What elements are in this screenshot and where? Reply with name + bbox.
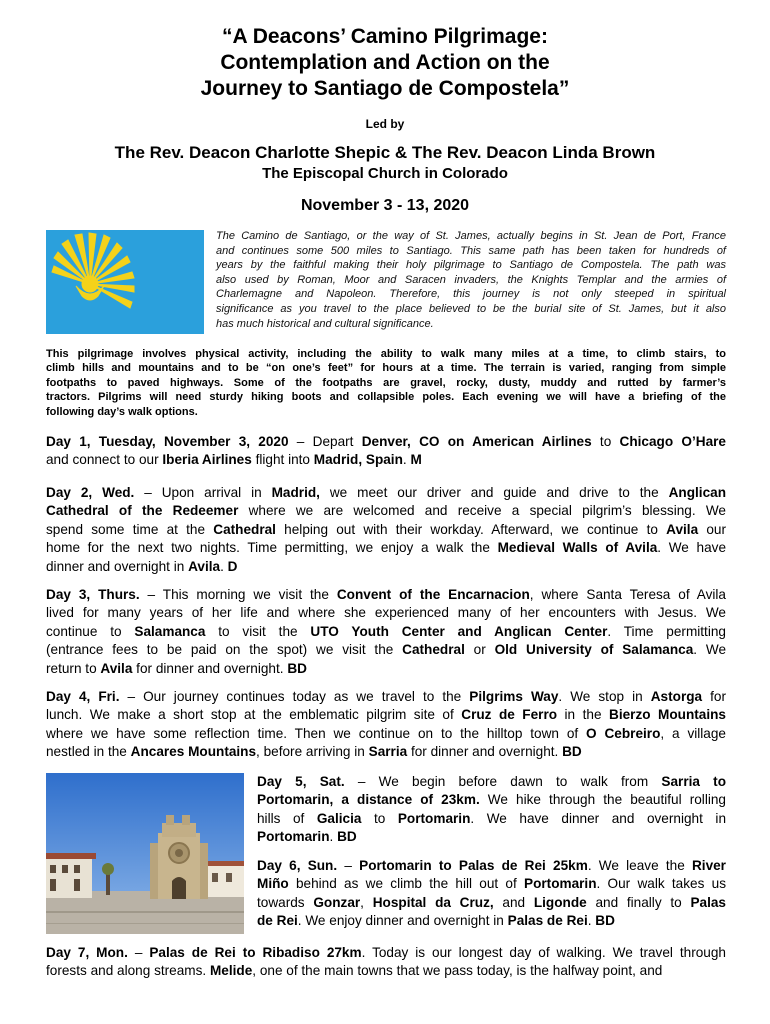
itinerary-day-3	[46, 586, 726, 678]
physical-activity-notice	[46, 347, 726, 419]
church-tower-photo-graphic	[46, 773, 244, 934]
itinerary-text: . We leave the	[587, 858, 692, 873]
itinerary-bold-text: Day 1, Tuesday, November 3, 2020	[46, 434, 289, 449]
itinerary-line	[46, 641, 726, 659]
itinerary-text: to visit the	[205, 623, 311, 639]
itinerary-text: –	[337, 858, 360, 873]
itinerary-bold-text: Avila	[188, 558, 221, 574]
itinerary-text: behind as we climb the hill out of	[288, 876, 524, 892]
itinerary-text: for dinner and overnight.	[407, 744, 563, 760]
intro-paragraph	[216, 229, 726, 331]
itinerary-text: –	[127, 945, 150, 960]
itinerary-text: helping out with their workday. Afterward, we continue to	[275, 521, 667, 537]
title-line: Contemplation and Action on the	[220, 51, 550, 74]
itinerary-text: hills of	[257, 810, 317, 826]
page-title	[0, 24, 770, 102]
itinerary-text: , before arriving in	[256, 744, 369, 760]
itinerary-bold-text: Old University of Salamanca	[494, 642, 694, 658]
itinerary-line	[46, 743, 726, 761]
itinerary-day-7	[46, 944, 726, 981]
itinerary-line	[46, 688, 726, 706]
itinerary-bold-text: Astorga	[650, 689, 703, 704]
itinerary-line	[46, 660, 726, 678]
intro-line: Charlemagne and Napoleon. Therefore, this journey is not only steeped in spiritual	[216, 288, 726, 301]
itinerary-line	[46, 521, 726, 539]
itinerary-bold-text: D	[227, 558, 238, 574]
church-heading: The Episcopal Church in Colorado	[262, 165, 508, 182]
itinerary-bold-text: Cathedral	[402, 642, 465, 658]
itinerary-line	[46, 944, 726, 962]
itinerary-bold-text: Palas	[690, 894, 726, 910]
itinerary-bold-text: Day 4, Fri.	[46, 689, 120, 704]
itinerary-text: where we have some reflection time. Then we continue on to the hilltop town of	[46, 725, 587, 741]
itinerary-bold-text: Denver, CO on American Airlines	[361, 434, 592, 449]
itinerary-text: . Time permitting	[607, 623, 726, 639]
itinerary-line	[46, 558, 726, 576]
itinerary-bold-text: Avila	[666, 521, 699, 537]
itinerary-text: . We have	[657, 540, 726, 556]
itinerary-line	[257, 791, 726, 809]
itinerary-text: or	[464, 642, 495, 658]
itinerary-bold-text: UTO Youth Center and Anglican Center	[310, 623, 608, 639]
itinerary-text: and finally to	[586, 894, 691, 910]
itinerary-text: and	[493, 894, 534, 910]
notice-line: climb hills and mountains and to be “on one’s feet” for hours at a time. The terrain is varied, ranging from simple	[46, 362, 726, 375]
scallop-shell-icon-graphic	[46, 230, 204, 334]
itinerary-text: to	[361, 810, 398, 826]
itinerary-text: lunch. We make a short stop at the emblematic pilgrim site of	[46, 707, 462, 723]
itinerary-line	[46, 586, 726, 604]
itinerary-line	[46, 604, 726, 622]
itinerary-bold-text: Anglican	[668, 485, 726, 500]
itinerary-text: dinner and overnight in	[46, 558, 189, 574]
title-line: “A Deacons’ Camino Pilgrimage:	[222, 25, 548, 48]
itinerary-bold-text: Day 7, Mon.	[46, 945, 128, 960]
intro-line: and continues some 500 miles to Santiago. This same path has been taken for hundreds of	[216, 244, 726, 257]
itinerary-bold-text: BD	[337, 829, 357, 845]
notice-line: tractors. Pilgrims will need sturdy hiking boots and collapsible poles. Each evening we will have a briefing of the	[46, 391, 726, 404]
intro-line: years by the faithful making their holy pilgrimage to Santiago de Compostela. The path was	[216, 259, 726, 272]
itinerary-day-2	[46, 484, 726, 576]
itinerary-text: towards	[257, 894, 314, 910]
itinerary-text: . We	[693, 642, 727, 658]
title-line: Journey to Santiago de Compostela”	[200, 77, 570, 100]
itinerary-line	[257, 894, 726, 912]
itinerary-text: for dinner and overnight.	[132, 660, 288, 676]
itinerary-text: where we are welcomed and receive a special pilgrim’s blessing. We	[238, 503, 726, 519]
itinerary-bold-text: BD	[595, 913, 615, 929]
itinerary-text: flight into	[251, 452, 314, 468]
itinerary-bold-text: Madrid,	[271, 485, 320, 500]
itinerary-text: – Upon arrival in	[134, 485, 272, 500]
notice-line: This pilgrimage involves physical activity, including the ability to walk many miles at a time, to climb stairs, to	[46, 348, 726, 360]
leaders-heading: The Rev. Deacon Charlotte Shepic & The Rev. Deacon Linda Brown	[114, 143, 656, 162]
itinerary-bold-text: BD	[562, 744, 582, 760]
itinerary-bold-text: Sarria to	[661, 774, 727, 789]
itinerary-bold-text: Day 5, Sat.	[257, 774, 345, 789]
intro-line: also used by Roman, Moor and Saracen invaders, the Knights Templar and the armies of	[216, 273, 726, 286]
itinerary-text: .	[220, 558, 228, 574]
itinerary-bold-text: Portomarin, a distance of 23km.	[257, 792, 480, 808]
itinerary-bold-text: de Rei	[257, 913, 298, 929]
itinerary-bold-text: Miño	[257, 876, 289, 892]
itinerary-text: . Today is our longest day of walking. We travel through	[361, 945, 726, 960]
itinerary-bold-text: Day 6, Sun.	[257, 858, 338, 873]
itinerary-bold-text: Ligonde	[533, 894, 587, 910]
itinerary-text: home for the next two nights. Time permitting, we enjoy a walk the	[46, 540, 498, 556]
itinerary-text: we meet our driver and guide and drive to the	[319, 485, 669, 500]
itinerary-bold-text: Palas de Rei	[507, 913, 588, 929]
itinerary-bold-text: Cathedral of the Redeemer	[46, 503, 239, 519]
itinerary-text: nestled in the	[46, 744, 131, 760]
itinerary-text: to	[591, 434, 620, 449]
intro-line: The Camino de Santiago, or the way of St. James, actually begins in St. Jean de Port, France	[216, 230, 726, 242]
itinerary-text: . We stop in	[558, 689, 651, 704]
itinerary-text: spend some time at the	[46, 521, 214, 537]
itinerary-text: return to	[46, 660, 101, 676]
itinerary-text: .	[587, 913, 596, 929]
itinerary-bold-text: Bierzo Mountains	[609, 707, 726, 723]
itinerary-text: in the	[557, 707, 609, 723]
scallop-shell-icon	[46, 230, 204, 334]
itinerary-line	[46, 725, 726, 743]
itinerary-line	[46, 502, 726, 520]
itinerary-text: . Our walk takes us	[596, 876, 726, 892]
itinerary-text: forests and along streams.	[46, 963, 210, 979]
itinerary-line	[257, 773, 726, 791]
itinerary-bold-text: Cruz de Ferro	[461, 707, 558, 723]
itinerary-text: our	[698, 521, 726, 537]
itinerary-line	[46, 484, 726, 502]
itinerary-line	[257, 828, 726, 846]
itinerary-text: – This morning we visit the	[139, 587, 337, 602]
itinerary-bold-text: Galicia	[316, 810, 362, 826]
itinerary-text: , a village	[660, 725, 726, 741]
itinerary-bold-text: Hospital da Cruz,	[372, 894, 494, 910]
itinerary-bold-text: Portomarin	[257, 829, 330, 845]
itinerary-bold-text: O Cebreiro	[586, 725, 661, 741]
itinerary-bold-text: Palas de Rei to Ribadiso 27km	[149, 945, 362, 960]
itinerary-bold-text: Day 3, Thurs.	[46, 587, 140, 602]
church-tower-photo	[46, 773, 244, 934]
itinerary-bold-text: Iberia Airlines	[162, 452, 252, 468]
itinerary-text: .	[329, 829, 338, 845]
itinerary-text: (entrance fees to be paid on the spot) we visit the	[46, 642, 403, 658]
itinerary-line	[46, 451, 726, 469]
itinerary-bold-text: Cathedral	[213, 521, 276, 537]
itinerary-day-4	[46, 688, 726, 762]
itinerary-bold-text: Portomarin to Palas de Rei 25km	[359, 858, 588, 873]
itinerary-line	[46, 433, 726, 451]
itinerary-bold-text: River	[691, 858, 726, 873]
led-by-label: Led by	[365, 117, 405, 131]
intro-line: has much historical and cultural significance.	[216, 317, 434, 330]
itinerary-bold-text: Chicago O’Hare	[619, 434, 726, 449]
itinerary-bold-text: Pilgrims Way	[469, 689, 559, 704]
itinerary-text: – Our journey continues today as we travel to the	[119, 689, 470, 704]
itinerary-bold-text: Madrid, Spain	[313, 452, 403, 468]
itinerary-line	[257, 810, 726, 828]
itinerary-bold-text: Portomarin	[524, 876, 597, 892]
intro-line: significance as you travel to the place believed to be the burial site of St. James, but it also	[216, 302, 726, 315]
itinerary-bold-text: Salamanca	[134, 623, 206, 639]
itinerary-text: ,	[360, 894, 373, 910]
itinerary-text: continue to	[46, 623, 135, 639]
itinerary-bold-text: BD	[287, 660, 307, 676]
itinerary-text: – Depart	[288, 434, 362, 449]
itinerary-text: . We enjoy dinner and overnight in	[297, 913, 508, 929]
itinerary-text: .	[402, 452, 411, 468]
itinerary-bold-text: Day 2, Wed.	[46, 485, 135, 500]
itinerary-line	[46, 539, 726, 557]
notice-line: footpaths to paved highways. Some of the footpaths are gravel, rocky, dusty, muddy and rutted by farmer’s	[46, 376, 726, 389]
itinerary-bold-text: Sarria	[368, 744, 408, 760]
itinerary-text: . We have dinner and overnight in	[470, 810, 726, 826]
itinerary-line	[257, 912, 726, 930]
itinerary-bold-text: Portomarin	[397, 810, 471, 826]
itinerary-line	[257, 875, 726, 893]
itinerary-day-6	[257, 857, 726, 931]
itinerary-bold-text: Melide	[209, 963, 253, 979]
itinerary-text: lived for many years of her life and where she experienced many of her encounters with Jesus. We	[46, 605, 726, 621]
itinerary-bold-text: Gonzar	[313, 894, 361, 910]
itinerary-bold-text: M	[410, 452, 422, 468]
trip-dates: November 3 - 13, 2020	[300, 197, 470, 214]
itinerary-bold-text: Ancares Mountains	[130, 744, 257, 760]
itinerary-text: for	[702, 689, 727, 704]
itinerary-text: , one of the main towns that we pass today, is the halfway point, and	[252, 963, 663, 979]
itinerary-bold-text: Avila	[100, 660, 133, 676]
itinerary-text: , where Santa Teresa of Avila	[529, 587, 726, 602]
itinerary-line	[46, 623, 726, 641]
itinerary-line	[46, 962, 726, 980]
notice-line: following day’s walk options.	[46, 405, 198, 418]
itinerary-text: and connect to our	[46, 452, 163, 468]
itinerary-day-5	[257, 773, 726, 847]
itinerary-bold-text: Convent of the Encarnacion	[336, 587, 530, 602]
itinerary-bold-text: Medieval Walls of Avila	[497, 540, 658, 556]
itinerary-text: – We begin before dawn to walk from	[344, 774, 662, 789]
itinerary-line	[46, 706, 726, 724]
itinerary-line	[257, 857, 726, 875]
itinerary-text: We hike through the beautiful rolling	[479, 792, 726, 808]
itinerary-day-1	[46, 433, 726, 470]
